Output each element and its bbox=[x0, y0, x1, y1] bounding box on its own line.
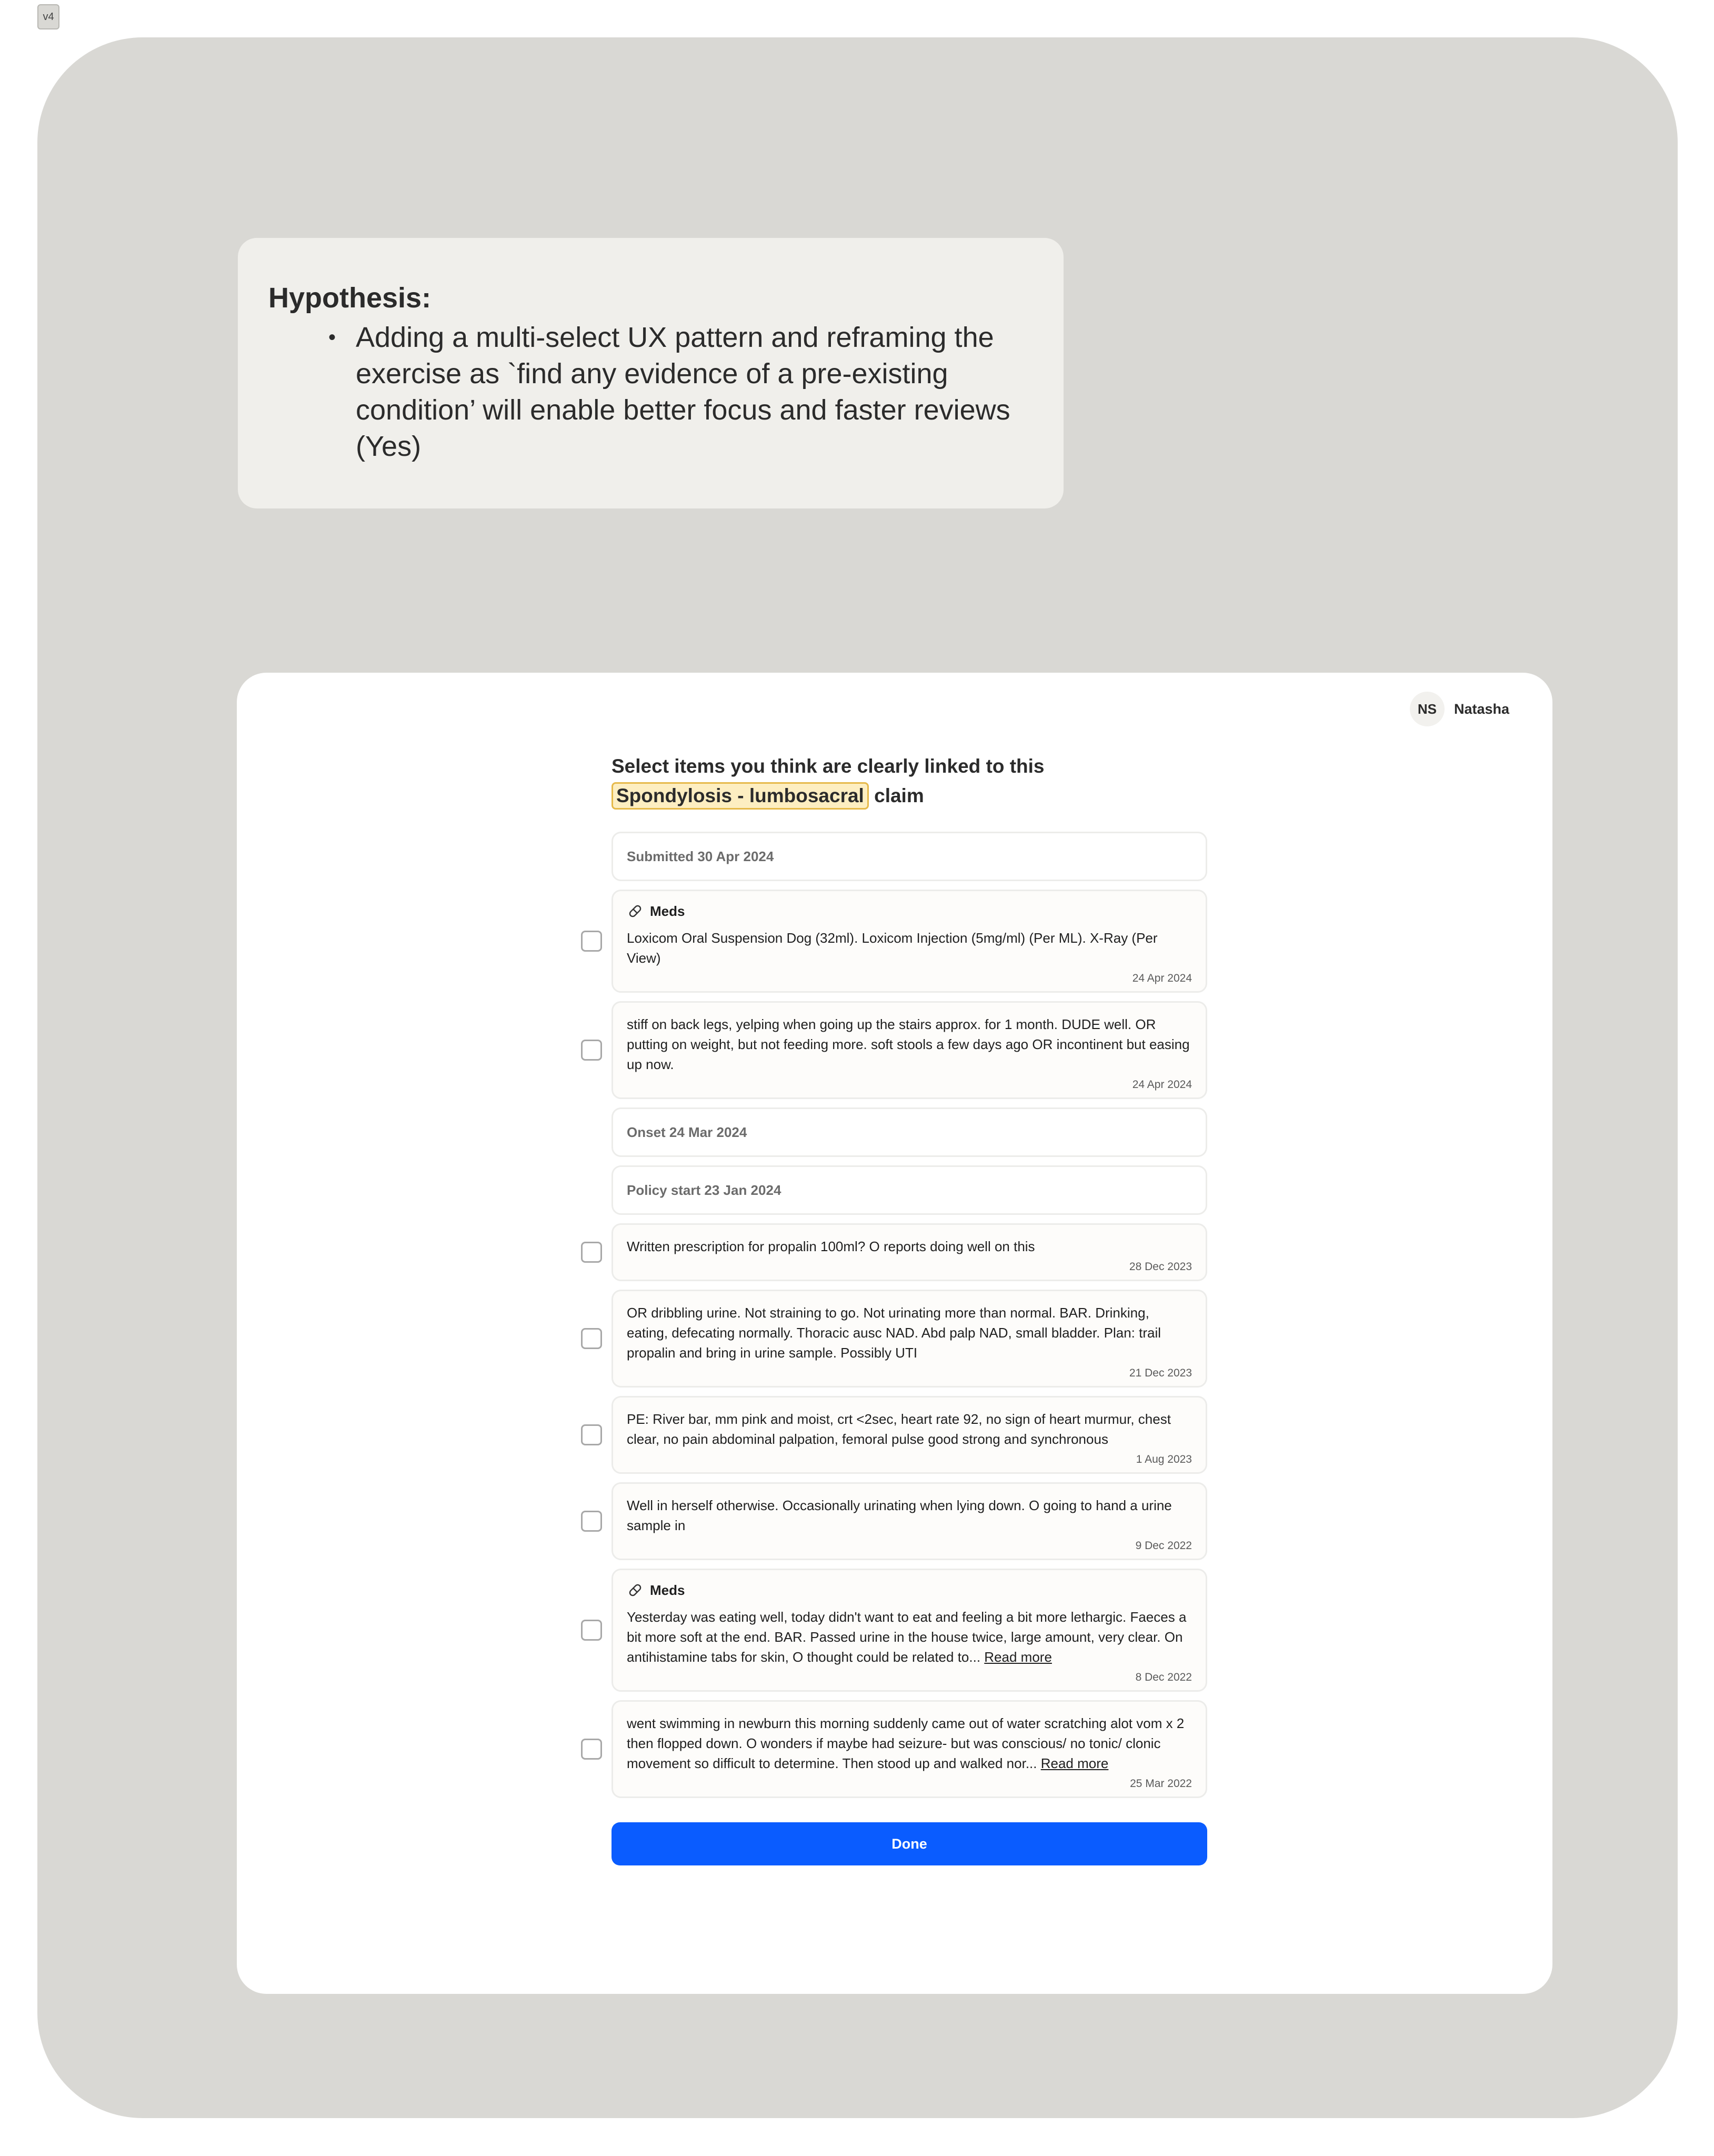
record-date: 1 Aug 2023 bbox=[1136, 1453, 1192, 1465]
record-date: 21 Dec 2023 bbox=[1129, 1367, 1192, 1379]
read-more-link[interactable]: Read more bbox=[1040, 1755, 1109, 1771]
read-more-link[interactable]: Read more bbox=[984, 1649, 1052, 1665]
record-date: 8 Dec 2022 bbox=[1135, 1671, 1192, 1683]
record-row bbox=[612, 1569, 1207, 1692]
record-text-block bbox=[627, 1713, 1192, 1773]
record-row bbox=[612, 1396, 1207, 1474]
bullet-icon: • bbox=[328, 325, 336, 349]
record-text-block bbox=[627, 1607, 1192, 1667]
record-text: PE: River bar, mm pink and moist, crt <2sec, heart rate 92, no sign of heart murmur, chest clear, no pain abdominal palpation, femoral pulse good strong and synchronous bbox=[627, 1411, 1171, 1447]
record-card[interactable] bbox=[612, 1001, 1207, 1099]
user-chip[interactable] bbox=[1410, 692, 1509, 726]
record-card[interactable] bbox=[612, 1290, 1207, 1388]
record-checkbox[interactable] bbox=[581, 1739, 602, 1760]
meds-tag bbox=[627, 1582, 1192, 1599]
record-row bbox=[612, 1482, 1207, 1560]
record-text: went swimming in newburn this morning suddenly came out of water scratching alot vom x 2 then flopped down. O wonders if maybe had seizure- but was conscious/ no tonic/ clonic movement so difficult to determine. Then stood up and walked nor... bbox=[627, 1715, 1185, 1771]
record-card[interactable] bbox=[612, 1482, 1207, 1560]
title-suffix: claim bbox=[874, 785, 924, 806]
version-tag: v4 bbox=[37, 4, 59, 29]
tag-label: Meds bbox=[650, 1582, 685, 1598]
marker-text: Onset 24 Mar 2024 bbox=[627, 1124, 747, 1140]
record-text: Loxicom Oral Suspension Dog (32ml). Loxicom Injection (5mg/ml) (Per ML). X-Ray (Per View) bbox=[627, 930, 1158, 966]
record-date: 25 Mar 2022 bbox=[1130, 1778, 1192, 1790]
hypothesis-title: Hypothesis: bbox=[268, 282, 432, 314]
record-checkbox[interactable] bbox=[581, 1620, 602, 1641]
review-panel bbox=[237, 673, 1552, 1994]
user-name: Natasha bbox=[1454, 701, 1509, 717]
record-date: 24 Apr 2024 bbox=[1132, 1079, 1192, 1091]
claim-chip: Spondylosis - lumbosacral bbox=[612, 782, 869, 810]
avatar: NS bbox=[1410, 692, 1445, 726]
marker-text: Submitted 30 Apr 2024 bbox=[627, 848, 774, 864]
timeline-marker-policy-start bbox=[612, 1165, 1207, 1215]
record-row bbox=[612, 1001, 1207, 1099]
record-checkbox[interactable] bbox=[581, 1242, 602, 1263]
record-text: Yesterday was eating well, today didn't want to eat and feeling a bit more lethargic. Faeces a bit more soft at the end. BAR. Passed urine in the house twice, large amount, very clear. On antihistamine tabs for skin, O thought could be related to... bbox=[627, 1609, 1187, 1665]
done-button[interactable]: Done bbox=[612, 1822, 1207, 1865]
record-row bbox=[612, 1700, 1207, 1798]
record-row bbox=[612, 890, 1207, 993]
timeline-marker-submitted bbox=[612, 832, 1207, 881]
record-date: 9 Dec 2022 bbox=[1135, 1540, 1192, 1552]
pill-icon bbox=[627, 1582, 644, 1599]
timeline-marker-onset bbox=[612, 1107, 1207, 1157]
title-line: Select items you think are clearly linked to this bbox=[612, 755, 1045, 777]
pill-icon bbox=[627, 903, 644, 920]
record-card[interactable] bbox=[612, 1569, 1207, 1692]
record-checkbox[interactable] bbox=[581, 1511, 602, 1532]
page-title bbox=[612, 752, 1207, 811]
record-checkbox[interactable] bbox=[581, 931, 602, 952]
record-checkbox[interactable] bbox=[581, 1328, 602, 1349]
record-checkbox[interactable] bbox=[581, 1040, 602, 1061]
canvas-background bbox=[37, 37, 1678, 2118]
hypothesis-card bbox=[238, 238, 1064, 508]
record-date: 28 Dec 2023 bbox=[1129, 1261, 1192, 1273]
hypothesis-item bbox=[268, 320, 1033, 465]
record-text: Written prescription for propalin 100ml? O reports doing well on this bbox=[627, 1239, 1035, 1254]
record-text: Well in herself otherwise. Occasionally urinating when lying down. O going to hand a urine sample in bbox=[627, 1498, 1172, 1533]
record-card[interactable] bbox=[612, 1700, 1207, 1798]
record-card[interactable] bbox=[612, 1396, 1207, 1474]
record-card[interactable] bbox=[612, 1223, 1207, 1281]
record-text: OR dribbling urine. Not straining to go. Not urinating more than normal. BAR. Drinking, eating, defecating normally. Thoracic ausc NAD. Abd palp NAD, small bladder. Plan: trail propalin and bring in urine sample. Possibly UTI bbox=[627, 1305, 1161, 1361]
hypothesis-text: Adding a multi-select UX pattern and reframing the exercise as `find any evidence of a pre-existing condition’ will enable better focus and faster reviews (Yes) bbox=[356, 321, 1010, 462]
marker-text: Policy start 23 Jan 2024 bbox=[627, 1182, 781, 1198]
tag-label: Meds bbox=[650, 903, 685, 919]
record-text: stiff on back legs, yelping when going up the stairs approx. for 1 month. DUDE well. OR putting on weight, but not feeding more. soft stools a few days ago OR incontinent but easing up now. bbox=[627, 1016, 1190, 1072]
record-date: 24 Apr 2024 bbox=[1132, 972, 1192, 984]
record-row bbox=[612, 1290, 1207, 1388]
record-checkbox[interactable] bbox=[581, 1424, 602, 1445]
meds-tag bbox=[627, 903, 1192, 920]
selection-list bbox=[612, 752, 1207, 1865]
record-row bbox=[612, 1223, 1207, 1281]
record-card[interactable] bbox=[612, 890, 1207, 993]
